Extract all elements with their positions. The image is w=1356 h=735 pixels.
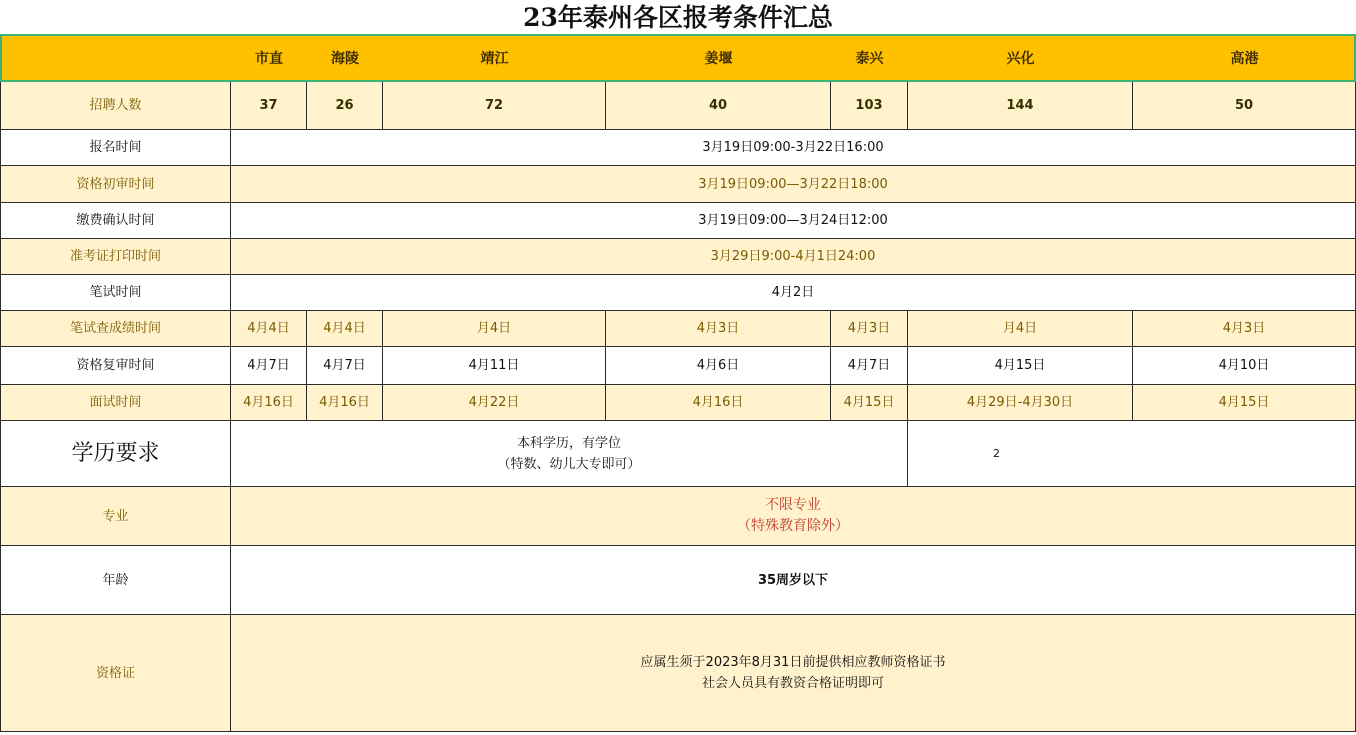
- initial-review-time-value: 3月19日09:00—3月22日18:00: [231, 166, 1356, 203]
- interview-time-jingjiang: 4月22日: [383, 385, 606, 421]
- recruit-count-jingjiang: 72: [383, 82, 606, 130]
- interview-time-jiangyan: 4月16日: [606, 385, 831, 421]
- recruit-count-hailing: 26: [307, 82, 383, 130]
- recheck-time-shizhi: 4月7日: [231, 347, 307, 385]
- interview-time-xinghua: 4月29日-4月30日: [908, 385, 1133, 421]
- certificate-requirement-value: 应属生须于2023年8月31日前提供相应教师资格证书 社会人员具有教资合格证明即可: [231, 615, 1356, 732]
- score-time-hailing: 4月4日: [307, 311, 383, 347]
- row-label-score: 笔试查成绩时间: [0, 311, 231, 347]
- exam-time-value: 4月2日: [231, 275, 1356, 311]
- ticket-print-time-value: 3月29日9:00-4月1日24:00: [231, 239, 1356, 275]
- recruit-count-taixing: 103: [831, 82, 908, 130]
- recheck-time-jingjiang: 4月11日: [383, 347, 606, 385]
- row-label-payment: 缴费确认时间: [0, 203, 231, 239]
- recruit-count-xinghua: 144: [908, 82, 1133, 130]
- interview-time-shizhi: 4月16日: [231, 385, 307, 421]
- score-time-taixing: 4月3日: [831, 311, 908, 347]
- education-note: 2: [908, 421, 1356, 487]
- recheck-time-jiangyan: 4月6日: [606, 347, 831, 385]
- score-time-jiangyan: 4月3日: [606, 311, 831, 347]
- score-time-shizhi: 4月4日: [231, 311, 307, 347]
- recheck-time-xinghua: 4月15日: [908, 347, 1133, 385]
- recheck-time-taixing: 4月7日: [831, 347, 908, 385]
- row-label-exam: 笔试时间: [0, 275, 231, 311]
- payment-time-value: 3月19日09:00—3月24日12:00: [231, 203, 1356, 239]
- row-label-age: 年龄: [0, 546, 231, 615]
- major-requirement-value: 不限专业 （特殊教育除外）: [231, 487, 1356, 546]
- score-time-gaogang: 4月3日: [1133, 311, 1356, 347]
- score-time-jingjiang: 月4日: [383, 311, 606, 347]
- page-title: 23年泰州各区报考条件汇总: [0, 0, 1356, 34]
- district-header-gaogang: 高港: [1230, 51, 1259, 67]
- row-label-ticket: 准考证打印时间: [0, 239, 231, 275]
- district-header-taixing: 泰兴: [855, 51, 884, 67]
- row-label-initial-review: 资格初审时间: [0, 166, 231, 203]
- recruit-count-jiangyan: 40: [606, 82, 831, 130]
- recheck-time-gaogang: 4月10日: [1133, 347, 1356, 385]
- district-header-hailing: 海陵: [331, 51, 359, 67]
- recruit-count-shizhi: 37: [231, 82, 307, 130]
- age-requirement-value: 35周岁以下: [231, 546, 1356, 615]
- row-label-recheck: 资格复审时间: [0, 347, 231, 385]
- education-requirement-value: 本科学历，有学位 （特数、幼儿大专即可）: [231, 421, 908, 487]
- row-label-recruit: 招聘人数: [0, 82, 231, 130]
- row-label-education: 学历要求: [0, 421, 231, 487]
- district-header-jiangyan: 姜堰: [704, 51, 733, 67]
- district-header-shizhi: 市直: [255, 51, 283, 67]
- interview-time-taixing: 4月15日: [831, 385, 908, 421]
- interview-time-hailing: 4月16日: [307, 385, 383, 421]
- recruit-count-gaogang: 50: [1133, 82, 1356, 130]
- score-time-xinghua: 月4日: [908, 311, 1133, 347]
- district-header-jingjiang: 靖江: [480, 51, 509, 67]
- district-header-xinghua: 兴化: [1006, 51, 1035, 67]
- row-label-interview: 面试时间: [0, 385, 231, 421]
- row-label-certificate: 资格证: [0, 615, 231, 732]
- recheck-time-hailing: 4月7日: [307, 347, 383, 385]
- row-label-major: 专业: [0, 487, 231, 546]
- interview-time-gaogang: 4月15日: [1133, 385, 1356, 421]
- signup-time-value: 3月19日09:00-3月22日16:00: [231, 130, 1356, 166]
- row-label-signup: 报名时间: [0, 130, 231, 166]
